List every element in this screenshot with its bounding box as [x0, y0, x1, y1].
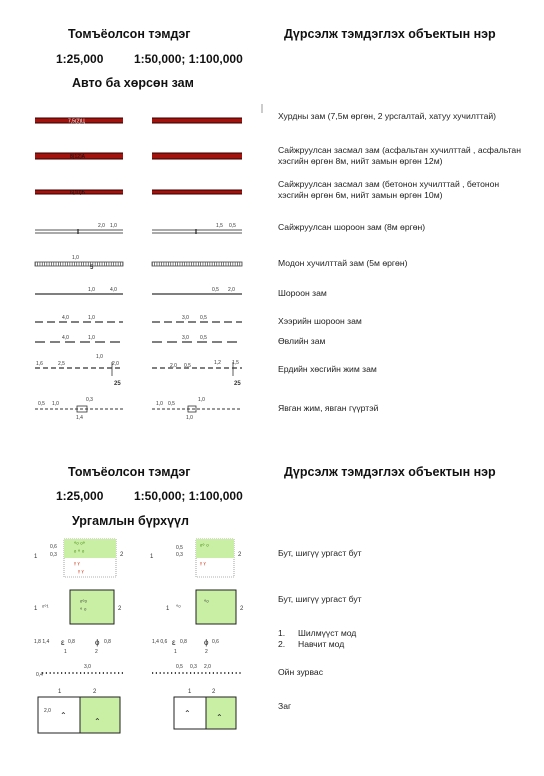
veg-label: 1 [188, 689, 192, 695]
veg-desc-3: 1. Шилмүүст мод 2. Навчит мод [278, 628, 357, 649]
road-label: 3,0 [182, 315, 189, 321]
road-label: 1,6 [36, 361, 43, 367]
veg-label: 2 [212, 689, 216, 695]
road-label: 0,3 [86, 397, 93, 403]
road-label: 1,0 [198, 397, 205, 403]
veg-label: 0,8 [104, 639, 111, 645]
road-desc-9: Ердийн хөсгийн жим зам [278, 364, 377, 374]
conifer-icon: ε [61, 638, 65, 647]
road-label: 0,5 [229, 223, 236, 229]
veg-label: 1 [166, 606, 170, 612]
section2-scale-25000: 1:25,000 [56, 489, 104, 503]
bush-glyph: ᵞ ᵞ [78, 570, 84, 576]
veg-label: 2 [205, 649, 208, 655]
road-label: 2,0 [112, 361, 119, 367]
veg-symbol-trees [34, 638, 219, 655]
road-label: 0,5 [212, 287, 219, 293]
road-symbol-cart-track [35, 354, 242, 387]
road-label: 0,5 [200, 315, 207, 321]
veg-label: 1 [64, 649, 67, 655]
road-desc-7: Хээрийн шороон зам [278, 316, 362, 326]
road-desc-5: Модон хучилттай зам (5м өргөн) [278, 258, 408, 268]
veg-label: 1,4 0,6 [152, 639, 168, 645]
veg-label: 2,0 [44, 708, 51, 714]
road-label: 4,0 [62, 315, 69, 321]
road-label: 2,5 [58, 361, 65, 367]
road-label: 1,0 [52, 401, 59, 407]
road-symbol-wooden [35, 255, 242, 271]
saxaul-icon: ⌃ [184, 709, 191, 718]
veg-label: 1,8 1,4 [34, 639, 50, 645]
saxaul-fill-left [80, 697, 120, 733]
road-label: 0,5 [200, 335, 207, 341]
bush-glyph: °ᵒ [176, 605, 181, 611]
deciduous-icon: ϕ [204, 638, 209, 647]
road-symbol-concrete [35, 190, 242, 196]
veg-label: 2 [118, 606, 122, 612]
road-symbol-asphalt [35, 153, 242, 160]
road-desc-6: Шороон зам [278, 288, 327, 298]
road-desc-8: Өвлийн зам [278, 336, 326, 346]
veg-symbol-bush-1 [34, 539, 242, 577]
veg-symbol-bush-2 [34, 590, 244, 624]
road-label: 1,0 [110, 223, 117, 229]
veg-label: 2 [95, 649, 98, 655]
veg-label: 0,3 [190, 664, 197, 670]
veg-box-right [196, 590, 236, 624]
veg-label: 3,0 [84, 664, 91, 670]
road-desc-10: Явган жим, явган гүүртэй [278, 403, 379, 413]
bush-glyph: ᵒ° ᵒ [200, 544, 209, 550]
road-label: 4,0 [62, 335, 69, 341]
veg-symbol-forest-strip [36, 664, 242, 678]
section1-subtitle: Авто ба хөрсөн зам [72, 76, 194, 90]
road-symbol-footpath [35, 397, 242, 421]
road-label: 1,0 [156, 401, 163, 407]
road-label: 2,0 [228, 287, 235, 293]
section1-scale-50000-100000: 1:50,000; 1:100,000 [134, 52, 243, 66]
veg-label: 0,6 [50, 544, 57, 550]
veg-label: 2 [240, 606, 244, 612]
road-label: 1,2 [214, 360, 221, 366]
road-label: 1,0 [88, 315, 95, 321]
bush-glyph: ᵞ ᵞ [200, 562, 206, 568]
road-symbol-dirt [35, 287, 242, 294]
road-symbol-improved-dirt [35, 223, 242, 234]
road-label: 3,0 [182, 335, 189, 341]
road-label: 5 [90, 265, 94, 271]
road-label: 25 [234, 381, 241, 387]
veg-label: 2 [238, 552, 242, 558]
bush-glyph: ° ᵒ [80, 608, 87, 614]
bush-glyph: ᵒ ° ᵒ [74, 550, 85, 556]
road-label: 1,5 [216, 223, 223, 229]
road-label-r1: 7,5(2)Ц [68, 118, 85, 125]
section2-symbol-column-header: Томъёолсон тэмдэг [68, 465, 191, 479]
road-label: 1,0 [72, 255, 79, 261]
veg-label: 1 [34, 606, 38, 612]
road-label: 1,4 [76, 415, 83, 421]
veg-label: 1 [58, 689, 62, 695]
road-label: 0,5 [38, 401, 45, 407]
bush-glyph: ᵒ°¹ [42, 605, 49, 611]
road-label: 1,0 [96, 354, 103, 360]
veg-desc-4: Ойн зурвас [278, 667, 323, 677]
veg-label: 0,5 [176, 664, 183, 670]
veg-desc-5: Заг [278, 701, 292, 711]
road-label: 2,0 [98, 223, 105, 229]
bush-glyph: ᵞ ᵞ [74, 562, 80, 568]
road-label: 1,5 [232, 360, 239, 366]
saxaul-icon: ⌃ [60, 711, 67, 720]
bush-glyph: °ᵒ [204, 600, 209, 606]
section1-scale-25000: 1:25,000 [56, 52, 104, 66]
bush-glyph: ᵒ°ᵒ [80, 600, 87, 606]
road-symbol-winter [35, 335, 242, 342]
section1-object-column-header: Дүрсэлж тэмдэглэх объектын нэр [284, 27, 496, 41]
veg-label: 2 [93, 689, 97, 695]
road-label: 1,0 [88, 287, 95, 293]
road-label: 0,5 [184, 363, 191, 369]
veg-label: 1 [34, 554, 38, 560]
road-desc-4: Сайжруулсан шороон зам (8м өргөн) [278, 222, 426, 232]
road-fill-right [152, 153, 242, 159]
road-symbol-field-dirt [35, 315, 242, 322]
road-desc-3: Сайжруулсан засмал зам (бетонон хучилттай , бетонон хэсгийн өргөн 6м, нийт замын өргөн 10м) [278, 179, 500, 200]
veg-label: 0,3 [50, 552, 57, 558]
section2-scale-50000-100000: 1:50,000; 1:100,000 [134, 489, 243, 503]
veg-label: 1 [174, 649, 177, 655]
veg-box-left [70, 590, 114, 624]
veg-label: 2 [120, 552, 124, 558]
deciduous-icon: ϕ [95, 638, 100, 647]
road-symbol-expressway [35, 118, 242, 125]
section2-subtitle: Ургамлын бүрхүүл [72, 514, 189, 528]
road-fill-right [152, 118, 242, 123]
road-label: 0,5 [168, 401, 175, 407]
road-label: 1,0 [186, 415, 193, 421]
veg-desc-3-item-2: Навчит мод [298, 639, 345, 649]
veg-label: 0,5 [176, 545, 183, 551]
veg-desc-3-item-1: Шилмүүст мод [298, 628, 357, 638]
road-label: 2,0 [170, 363, 177, 369]
veg-label: 1 [150, 554, 154, 560]
saxaul-icon: ⌃ [216, 713, 223, 722]
road-fill-right [152, 190, 242, 194]
veg-desc-1: Бут, шигүү ургаст бут [278, 548, 362, 558]
road-label: 1,0 [88, 335, 95, 341]
veg-label: 0,6 [212, 639, 219, 645]
bush-glyph: °ᵒ ᵒ° [74, 542, 85, 548]
section1-symbol-column-header: Томъёолсон тэмдэг [68, 27, 191, 41]
section2-object-column-header: Дүрсэлж тэмдэглэх объектын нэр [284, 465, 496, 479]
road-label: 25 [114, 381, 121, 387]
veg-desc-2: Бут, шигүү ургаст бут [278, 594, 362, 604]
veg-symbol-saxaul [38, 689, 236, 733]
saxaul-icon: ⌃ [94, 717, 101, 726]
road-label: 4,0 [110, 287, 117, 293]
road-desc-1: Хурдны зам (7,5м өргөн, 2 урсгалтай, хатуу хучилттай) [278, 111, 497, 121]
veg-label: 2,0 [204, 664, 211, 670]
road-desc-2: Сайжруулсан засмал зам (асфальтан хучилттай , асфальтан хэсгийн өргөн 8м, нийт замын өргөн 12м) [278, 145, 521, 166]
veg-label: 0,8 [68, 639, 75, 645]
veg-label: 0,4 [36, 672, 43, 678]
road-label-r3: 6(10)Б [70, 190, 85, 196]
veg-label: 0,8 [180, 639, 187, 645]
road-label-r2: 8(12)А [70, 154, 86, 160]
veg-label: 0,3 [176, 552, 183, 558]
veg-fill-left [64, 539, 116, 558]
conifer-icon: ε [172, 638, 176, 647]
